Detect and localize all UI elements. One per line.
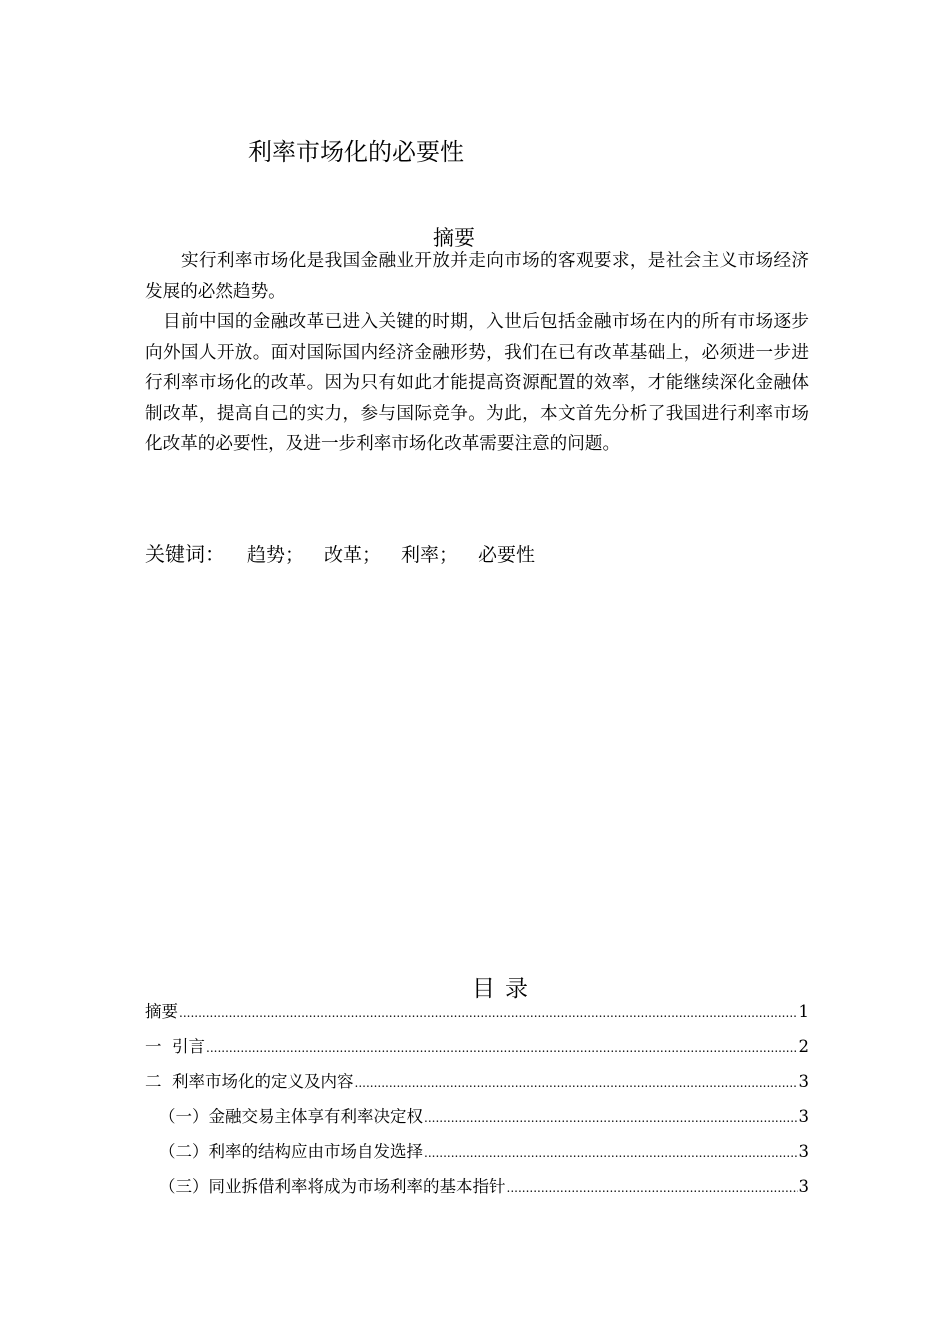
toc-entry-title: 二 利率市场化的定义及内容 — [145, 1072, 354, 1091]
toc-entry-page: 3 — [798, 1107, 809, 1126]
toc-leader-dots — [424, 1104, 798, 1132]
keyword-item: 利率； — [401, 544, 459, 566]
abstract-paragraph: 目前中国的金融改革已进入关键的时期，入世后包括金融市场在内的所有市场逐步向外国人开放。面对国际国内经济金融形势，我们在已有改革基础上，必须进一步进行利率市场化的改革。因为只有如此才能提高资源配置的效率，才能继续深化金融体制改革，提高自己的实力，参与国际竞争。为此，本文首先分析了我国进行利率市场化改革的必要性，及进一步利率市场化改革需要注意的问题。 — [145, 312, 809, 454]
toc-leader-dots — [355, 1069, 798, 1097]
toc-leader-dots — [179, 999, 798, 1027]
abstract-paragraph: 实行利率市场化是我国金融业开放并走向市场的客观要求，是社会主义市场经济发展的必然趋势。 — [145, 251, 809, 302]
toc-entry-title: （三）同业拆借利率将成为市场利率的基本指针 — [159, 1177, 506, 1196]
toc-entry[interactable] — [145, 1033, 809, 1068]
toc-heading: 目录 — [472, 976, 538, 1002]
toc-entry[interactable] — [145, 998, 809, 1033]
table-of-contents — [145, 998, 809, 1208]
toc-entry[interactable] — [145, 1138, 809, 1173]
toc-entry-title: （二）利率的结构应由市场自发选择 — [159, 1142, 423, 1161]
keywords-line — [145, 538, 555, 567]
toc-entry-page: 3 — [798, 1072, 809, 1091]
abstract-body — [145, 246, 809, 460]
keyword-item: 趋势； — [247, 544, 305, 566]
keyword-item: 改革； — [324, 544, 382, 566]
toc-entry-title: 一 引言 — [145, 1037, 205, 1056]
toc-entry[interactable] — [145, 1173, 809, 1208]
toc-leader-dots — [424, 1139, 798, 1167]
toc-entry-page: 1 — [798, 1002, 809, 1021]
toc-entry-page: 3 — [798, 1142, 809, 1161]
toc-entry-title: （一）金融交易主体享有利率决定权 — [159, 1107, 423, 1126]
keywords-label: 关键词： — [145, 542, 225, 566]
toc-entry-title: 摘要 — [145, 1002, 178, 1021]
toc-leader-dots — [206, 1034, 798, 1062]
abstract-heading: 摘要 — [433, 226, 475, 250]
keyword-item: 必要性 — [478, 544, 536, 566]
toc-entry[interactable] — [145, 1103, 809, 1138]
toc-entry-page: 2 — [798, 1037, 809, 1056]
toc-leader-dots — [507, 1174, 798, 1202]
document-title: 利率市场化的必要性 — [248, 138, 464, 166]
toc-entry[interactable] — [145, 1068, 809, 1103]
toc-entry-page: 3 — [798, 1177, 809, 1196]
